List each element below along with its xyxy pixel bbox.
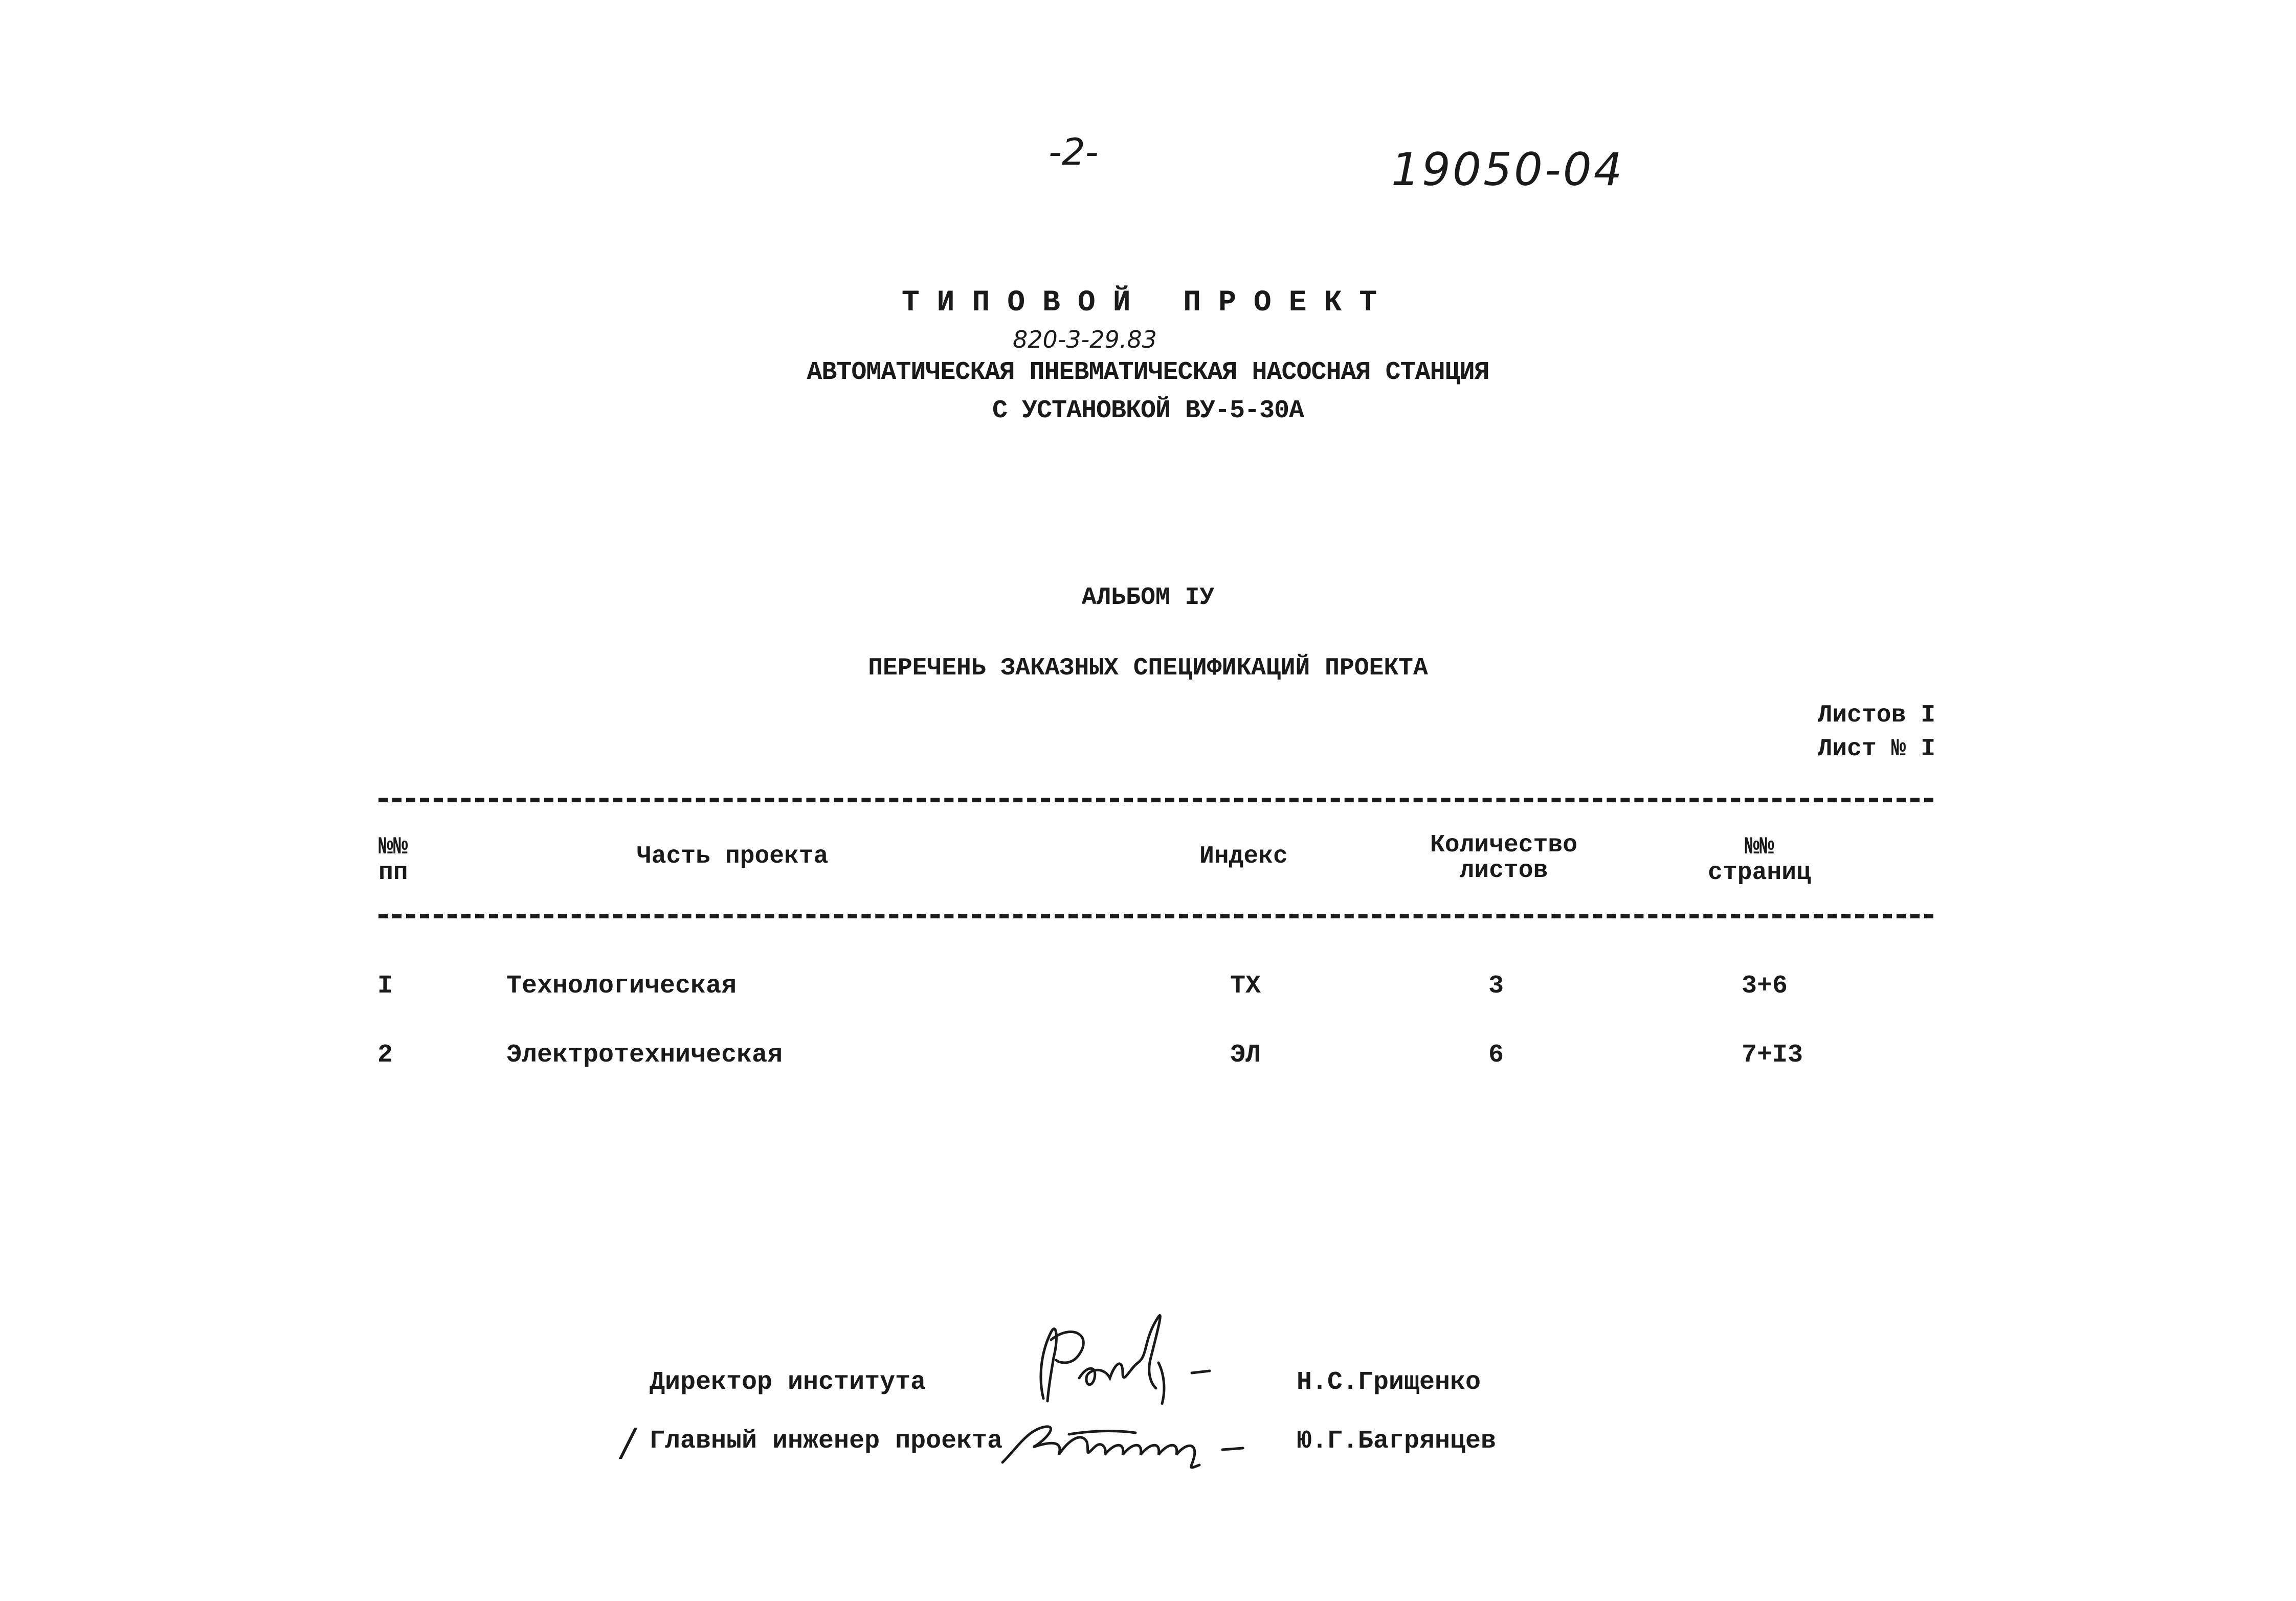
header-num-line1: №№ (378, 833, 408, 861)
row-1-index: ТХ (1230, 972, 1261, 1001)
row-1-num: I (377, 972, 393, 1001)
header-count-line2: листов (1459, 857, 1548, 885)
header-pages-line2: страниц (1708, 859, 1811, 887)
header-count-line1: Количество (1430, 831, 1578, 859)
row-2-index: ЭЛ (1230, 1041, 1261, 1070)
project-code: 820-3-29.83 (1013, 326, 1157, 353)
table-header-rule (378, 914, 1933, 918)
sheets-total: Листов I (1817, 702, 1935, 729)
chief-engineer-role: Главный инженер проекта (650, 1427, 1003, 1456)
row-2-part: Электротехническая (506, 1041, 783, 1070)
header-num-line2: пп (378, 859, 408, 887)
document-number: 19050-04 (1391, 143, 1624, 196)
chief-engineer-signature (997, 1411, 1258, 1473)
sheet-number: Лист № I (1817, 735, 1935, 763)
header-part: Часть проекта (637, 843, 829, 870)
header-count (1427, 832, 1580, 884)
row-1-pages: 3+6 (1742, 972, 1788, 1001)
director-role: Директор института (650, 1368, 926, 1397)
page-number: -2- (1049, 130, 1099, 173)
row-1-count: 3 (1488, 972, 1504, 1001)
header-pages-line1: №№ (1745, 833, 1774, 861)
title-heading: ТИПОВОЙ ПРОЕКТ (901, 286, 1395, 320)
chief-engineer-name: Ю.Г.Багрянцев (1297, 1427, 1497, 1456)
row-2-pages: 7+I3 (1742, 1041, 1803, 1070)
album-label: АЛЬБОМ IУ (1081, 584, 1215, 612)
director-signature (1028, 1301, 1222, 1419)
header-pages (1703, 835, 1816, 886)
list-title: ПЕРЕЧЕНЬ ЗАКАЗНЫХ СПЕЦИФИКАЦИЙ ПРОЕКТА (868, 655, 1428, 682)
slash-mark: / (621, 1420, 634, 1464)
director-name: Н.С.Грищенко (1297, 1368, 1481, 1397)
title-line-2: С УСТАНОВКОЙ ВУ-5-30А (992, 396, 1304, 425)
header-num (378, 835, 419, 886)
row-2-count: 6 (1488, 1041, 1504, 1070)
title-line-1: АВТОМАТИЧЕСКАЯ ПНЕВМАТИЧЕСКАЯ НАСОСНАЯ СТАНЦИЯ (807, 358, 1489, 387)
row-1-part: Технологическая (506, 972, 737, 1001)
row-2-num: 2 (377, 1041, 393, 1070)
table-top-rule (378, 798, 1933, 802)
header-index: Индекс (1199, 843, 1288, 870)
